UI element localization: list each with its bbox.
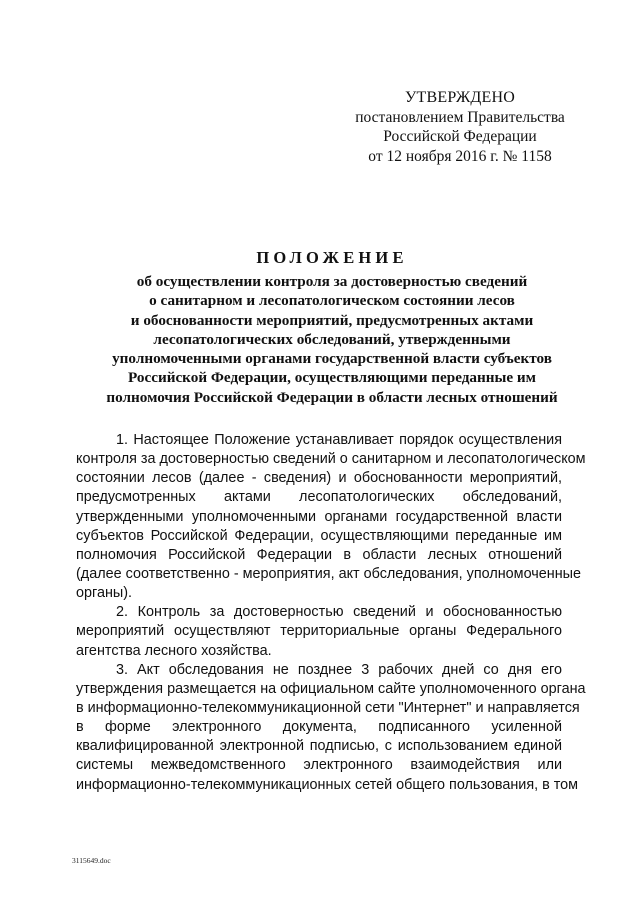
paragraph-3-line: системы межведомственного электронного взаимодействия или: [76, 757, 562, 774]
subtitle-line: полномочия Российской Федерации в области лесных отношений: [106, 388, 558, 406]
paragraph-2-line: агентства лесного хозяйства.: [76, 642, 272, 659]
document-body: [76, 431, 586, 795]
subtitle-line: уполномоченными органами государственной власти субъектов: [112, 350, 552, 368]
approval-line-2: Российской Федерации: [383, 128, 537, 145]
approval-line-1: постановлением Правительства: [355, 108, 565, 126]
paragraph-3-line: утверждения размещается на официальном сайте уполномоченного органа: [76, 680, 586, 697]
paragraph-1-line: органы).: [76, 585, 133, 602]
paragraph-1-line: субъектов Российской Федерации, осуществляющими переданные им: [76, 527, 562, 544]
paragraph-1-line: (далее соответственно - мероприятия, акт обследования, уполномоченные: [76, 565, 581, 582]
document-heading: ПОЛОЖЕНИЕ: [256, 248, 408, 267]
paragraph-2-line: мероприятий осуществляют территориальные органы Федерального: [76, 623, 562, 640]
paragraph-3-line: 3. Акт обследования не позднее 3 рабочих дней со дня его: [116, 661, 562, 678]
subtitle-line: лесопатологических обследований, утвержденными: [153, 330, 511, 348]
subtitle-line: Российской Федерации, осуществляющими переданные им: [127, 369, 537, 387]
paragraph-3-line: квалифицированной электронной подписью, с использованием единой: [76, 738, 562, 755]
approval-word: УТВЕРЖДЕНО: [404, 89, 515, 106]
paragraph-1-line: предусмотренных актами лесопатологических обследований,: [76, 489, 562, 506]
subtitle-line: и обоснованности мероприятий, предусмотренных актами: [130, 311, 534, 329]
paragraph-3-line: в информационно-телекоммуникационной сети "Интернет" и направляется: [76, 699, 580, 716]
paragraph-2-line: 2. Контроль за достоверностью сведений и обоснованностью: [116, 604, 562, 621]
paragraph-3-line: информационно-телекоммуникационных сетей общего пользования, в том: [76, 776, 579, 793]
paragraph-1-line: состоянии лесов (далее - сведения) и обоснованности мероприятий,: [76, 470, 562, 487]
subtitle-line: о санитарном и лесопатологическом состоянии лесов: [149, 292, 515, 310]
approval-block: [330, 88, 590, 166]
approval-line-3: от 12 ноября 2016 г. № 1158: [368, 147, 552, 165]
paragraph-1-line: контроля за достоверностью сведений о санитарном и лесопатологическом: [76, 451, 586, 468]
file-name-footer: 3115649.doc: [72, 856, 111, 865]
subtitle-line: об осуществлении контроля за достоверностью сведений: [136, 273, 528, 290]
paragraph-1-line: 1. Настоящее Положение устанавливает порядок осуществления: [116, 432, 562, 448]
paragraph-1-line: полномочия Российской Федерации в области лесных отношений: [76, 546, 562, 563]
paragraph-1-line: утвержденными уполномоченными органами государственной власти: [76, 508, 562, 525]
paragraph-3-line: в форме электронного документа, подписанного усиленной: [76, 719, 562, 736]
document-subtitle: [60, 272, 604, 407]
